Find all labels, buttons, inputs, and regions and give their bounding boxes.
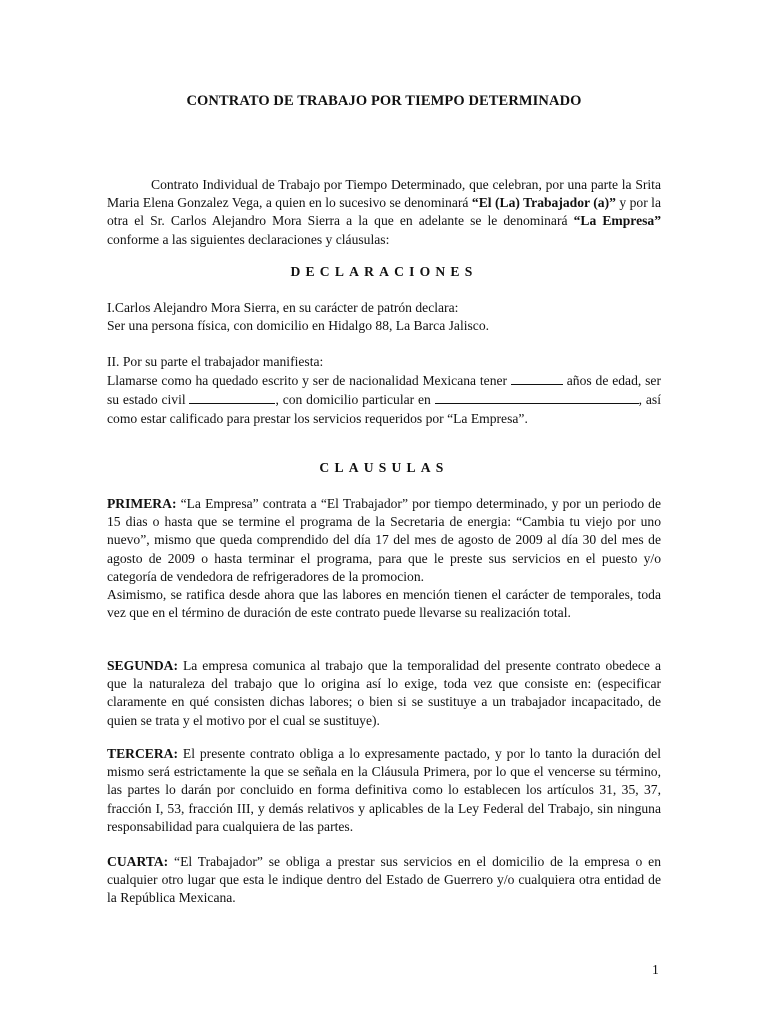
document-title: CONTRATO DE TRABAJO POR TIEMPO DETERMINADO: [186, 93, 582, 109]
declaracion-2-text-2: años de edad, ser su estado civil: [107, 373, 661, 408]
clausula-tercera: [107, 745, 661, 836]
declaracion-1-line-1: I.Carlos Alejandro Mora Sierra, en su carácter de patrón declara:: [107, 300, 459, 315]
tercera-text: El presente contrato obliga a lo expresamente pactado, y por lo tanto la duración del mismo será estrictamente la que se señala en la Cláusula Primera, por lo que el vencerse su término, las partes lo darán por concluido en forma definitiva como lo establecen los artículos 31, 35, 37, fracción I, 53, fracción III, y demás relativos y aplicables de la Ley Federal del Trabajo, sin ninguna responsabilidad para cualquiera de las partes.: [107, 746, 661, 834]
address-blank: [435, 390, 639, 404]
intro-text-2: y por la otra el Sr. Carlos Alejandro Mora Sierra a la que en adelante se le denominará: [107, 195, 661, 229]
declaracion-2-text-3: , con domicilio particular en: [275, 392, 435, 408]
declaracion-2-text-1: Llamarse como ha quedado escrito y ser de nacionalidad Mexicana tener: [107, 373, 511, 389]
cuarta-text: “El Trabajador” se obliga a prestar sus servicios en el domicilio de la empresa o en cualquier otro lugar que esta le indique dentro del Estado de Guerrero y/o cualquiera otra entidad de la República Mexicana.: [107, 854, 661, 906]
intro-text-3: conforme a las siguientes declaraciones y cláusulas:: [107, 231, 390, 247]
intro-paragraph: [107, 176, 661, 249]
declaracion-2-text-4: , así como estar calificado para prestar los servicios requeridos por “La Empresa”.: [107, 392, 661, 426]
clausula-primera: [107, 495, 661, 622]
tercera-label: TERCERA:: [107, 746, 178, 761]
civil-status-blank: [189, 390, 275, 404]
page-number: 1: [652, 962, 659, 977]
cuarta-label: CUARTA:: [107, 854, 169, 869]
declaracion-1: [107, 299, 661, 335]
declaraciones-heading: DECLARACIONES: [290, 264, 478, 279]
intro-bold-trabajador: “El (La) Trabajador (a)”: [471, 195, 616, 211]
clausula-cuarta: [107, 853, 661, 908]
primera-label: PRIMERA:: [107, 496, 177, 511]
primera-text: “La Empresa” contrata a “El Trabajador” por tiempo determinado, y por un periodo de 15 dias o hasta que se termine el programa de la Secretaria de energia: “Cambia tu viejo por uno nuevo”, mismo que queda comprendido del día 17 del mes de agosto de 2009 al día 30 del mes de agosto de 2009 o hasta terminar el programa, para que le preste sus servicios en el puesto y/o categoría de vendedora de refrigeradores de la promocion.: [107, 496, 661, 584]
segunda-text: La empresa comunica al trabajo que la temporalidad del presente contrato obedece a que la naturaleza del trabajo que lo origina así lo exige, toda vez que consiste en: (especificar claramente en qué consisten dichas labores; o bien si se sustituye a un trabajador incapacitado, de quien se trata y el motivo por el cual se sustituye).: [107, 658, 661, 728]
age-blank: [511, 371, 563, 385]
intro-bold-empresa: “La Empresa”: [573, 213, 661, 229]
clausulas-heading: CLAUSULAS: [319, 460, 449, 475]
declaracion-1-line-2: Ser una persona física, con domicilio en Hidalgo 88, La Barca Jalisco.: [107, 318, 490, 334]
clausula-segunda: [107, 657, 661, 730]
declaracion-2: [107, 353, 661, 428]
intro-text-1: Contrato Individual de Trabajo por Tiempo Determinado, que celebran, por una parte la Srita Maria Elena Gonzalez Vega, a quien en lo sucesivo se denominará: [107, 177, 661, 211]
segunda-label: SEGUNDA:: [107, 658, 178, 673]
declaracion-2-line-1: II. Por su parte el trabajador manifiesta:: [107, 354, 324, 369]
primera-text-2: Asimismo, se ratifica desde ahora que las labores en mención tienen el carácter de temporales, toda vez que en el término de duración de este contrato puede llevarse su realización total.: [107, 587, 661, 621]
